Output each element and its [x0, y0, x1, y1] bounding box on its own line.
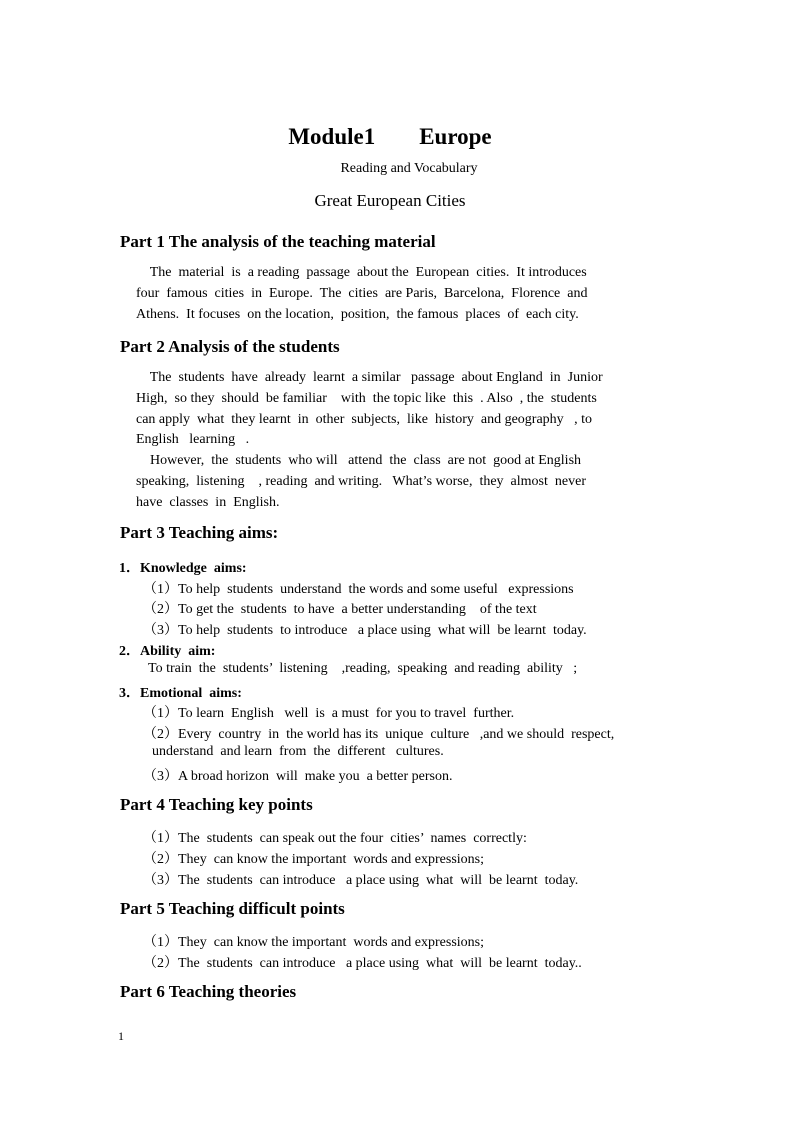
part6-heading: Part 6 Teaching theories	[120, 982, 297, 1001]
part3-heading: Part 3 Teaching aims:	[120, 523, 279, 542]
emotional-aim-item: （2）Every country in the world has its unique culture ,and we should respect,	[143, 727, 615, 742]
subtitle: Reading and Vocabulary	[340, 161, 478, 176]
difficult-point-item: （2）The students can introduce a place using what will be learnt today..	[143, 956, 582, 971]
part4-heading: Part 4 Teaching key points	[120, 795, 313, 814]
lesson-title: Great European Cities	[314, 191, 466, 210]
knowledge-aim-item: （1）To help students understand the words and some useful expressions	[143, 582, 574, 597]
knowledge-aim-item: （2）To get the students to have a better understanding of the text	[143, 602, 537, 617]
ability-aim-text: To train the students’ listening ,reading, speaking and reading ability ;	[148, 661, 578, 676]
emotional-aim-item: understand and learn from the different cultures.	[152, 744, 444, 759]
key-point-item: （3）The students can introduce a place using what will be learnt today.	[143, 873, 579, 888]
part2-line: can apply what they learnt in other subjects, like history and geography , to	[136, 412, 593, 427]
difficult-point-item: （1）They can know the important words and expressions;	[143, 935, 484, 950]
part5-heading: Part 5 Teaching difficult points	[120, 899, 345, 918]
key-point-item: （2）They can know the important words and expressions;	[143, 852, 484, 867]
part2-line: speaking, listening , reading and writing. What’s worse, they almost never	[136, 474, 586, 489]
knowledge-aims-label: 1．Knowledge aims:	[119, 561, 247, 576]
part2-heading: Part 2 Analysis of the students	[120, 337, 340, 356]
emotional-aim-item: （1）To learn English well is a must for you to travel further.	[143, 706, 515, 721]
part2-line: have classes in English.	[136, 495, 280, 510]
part1-line: four famous cities in Europe. The cities are Paris, Barcelona, Florence and	[136, 286, 588, 301]
knowledge-aim-item: （3）To help students to introduce a place using what will be learnt today.	[143, 623, 587, 638]
page-title	[0, 124, 780, 150]
part1-heading: Part 1 The analysis of the teaching material	[120, 232, 436, 251]
part2-line: High, so they should be familiar with the topic like this . Also , the students	[136, 391, 597, 406]
ability-aim-label: 2．Ability aim:	[119, 644, 216, 659]
part2-line: English learning .	[136, 432, 250, 447]
module-topic: Europe	[419, 124, 492, 149]
page-number: 1	[118, 1029, 124, 1043]
part1-line: The material is a reading passage about the European cities. It introduces	[136, 265, 587, 280]
emotional-aims-label: 3．Emotional aims:	[119, 686, 242, 701]
key-point-item: （1）The students can speak out the four cities’ names correctly:	[143, 831, 527, 846]
part2-line: The students have already learnt a similar passage about England in Junior	[136, 370, 603, 385]
part1-line: Athens. It focuses on the location, position, the famous places of each city.	[136, 307, 579, 322]
module-label: Module1	[288, 124, 376, 149]
part2-line: However, the students who will attend the class are not good at English	[136, 453, 582, 468]
emotional-aim-item: （3）A broad horizon will make you a better person.	[143, 769, 453, 784]
